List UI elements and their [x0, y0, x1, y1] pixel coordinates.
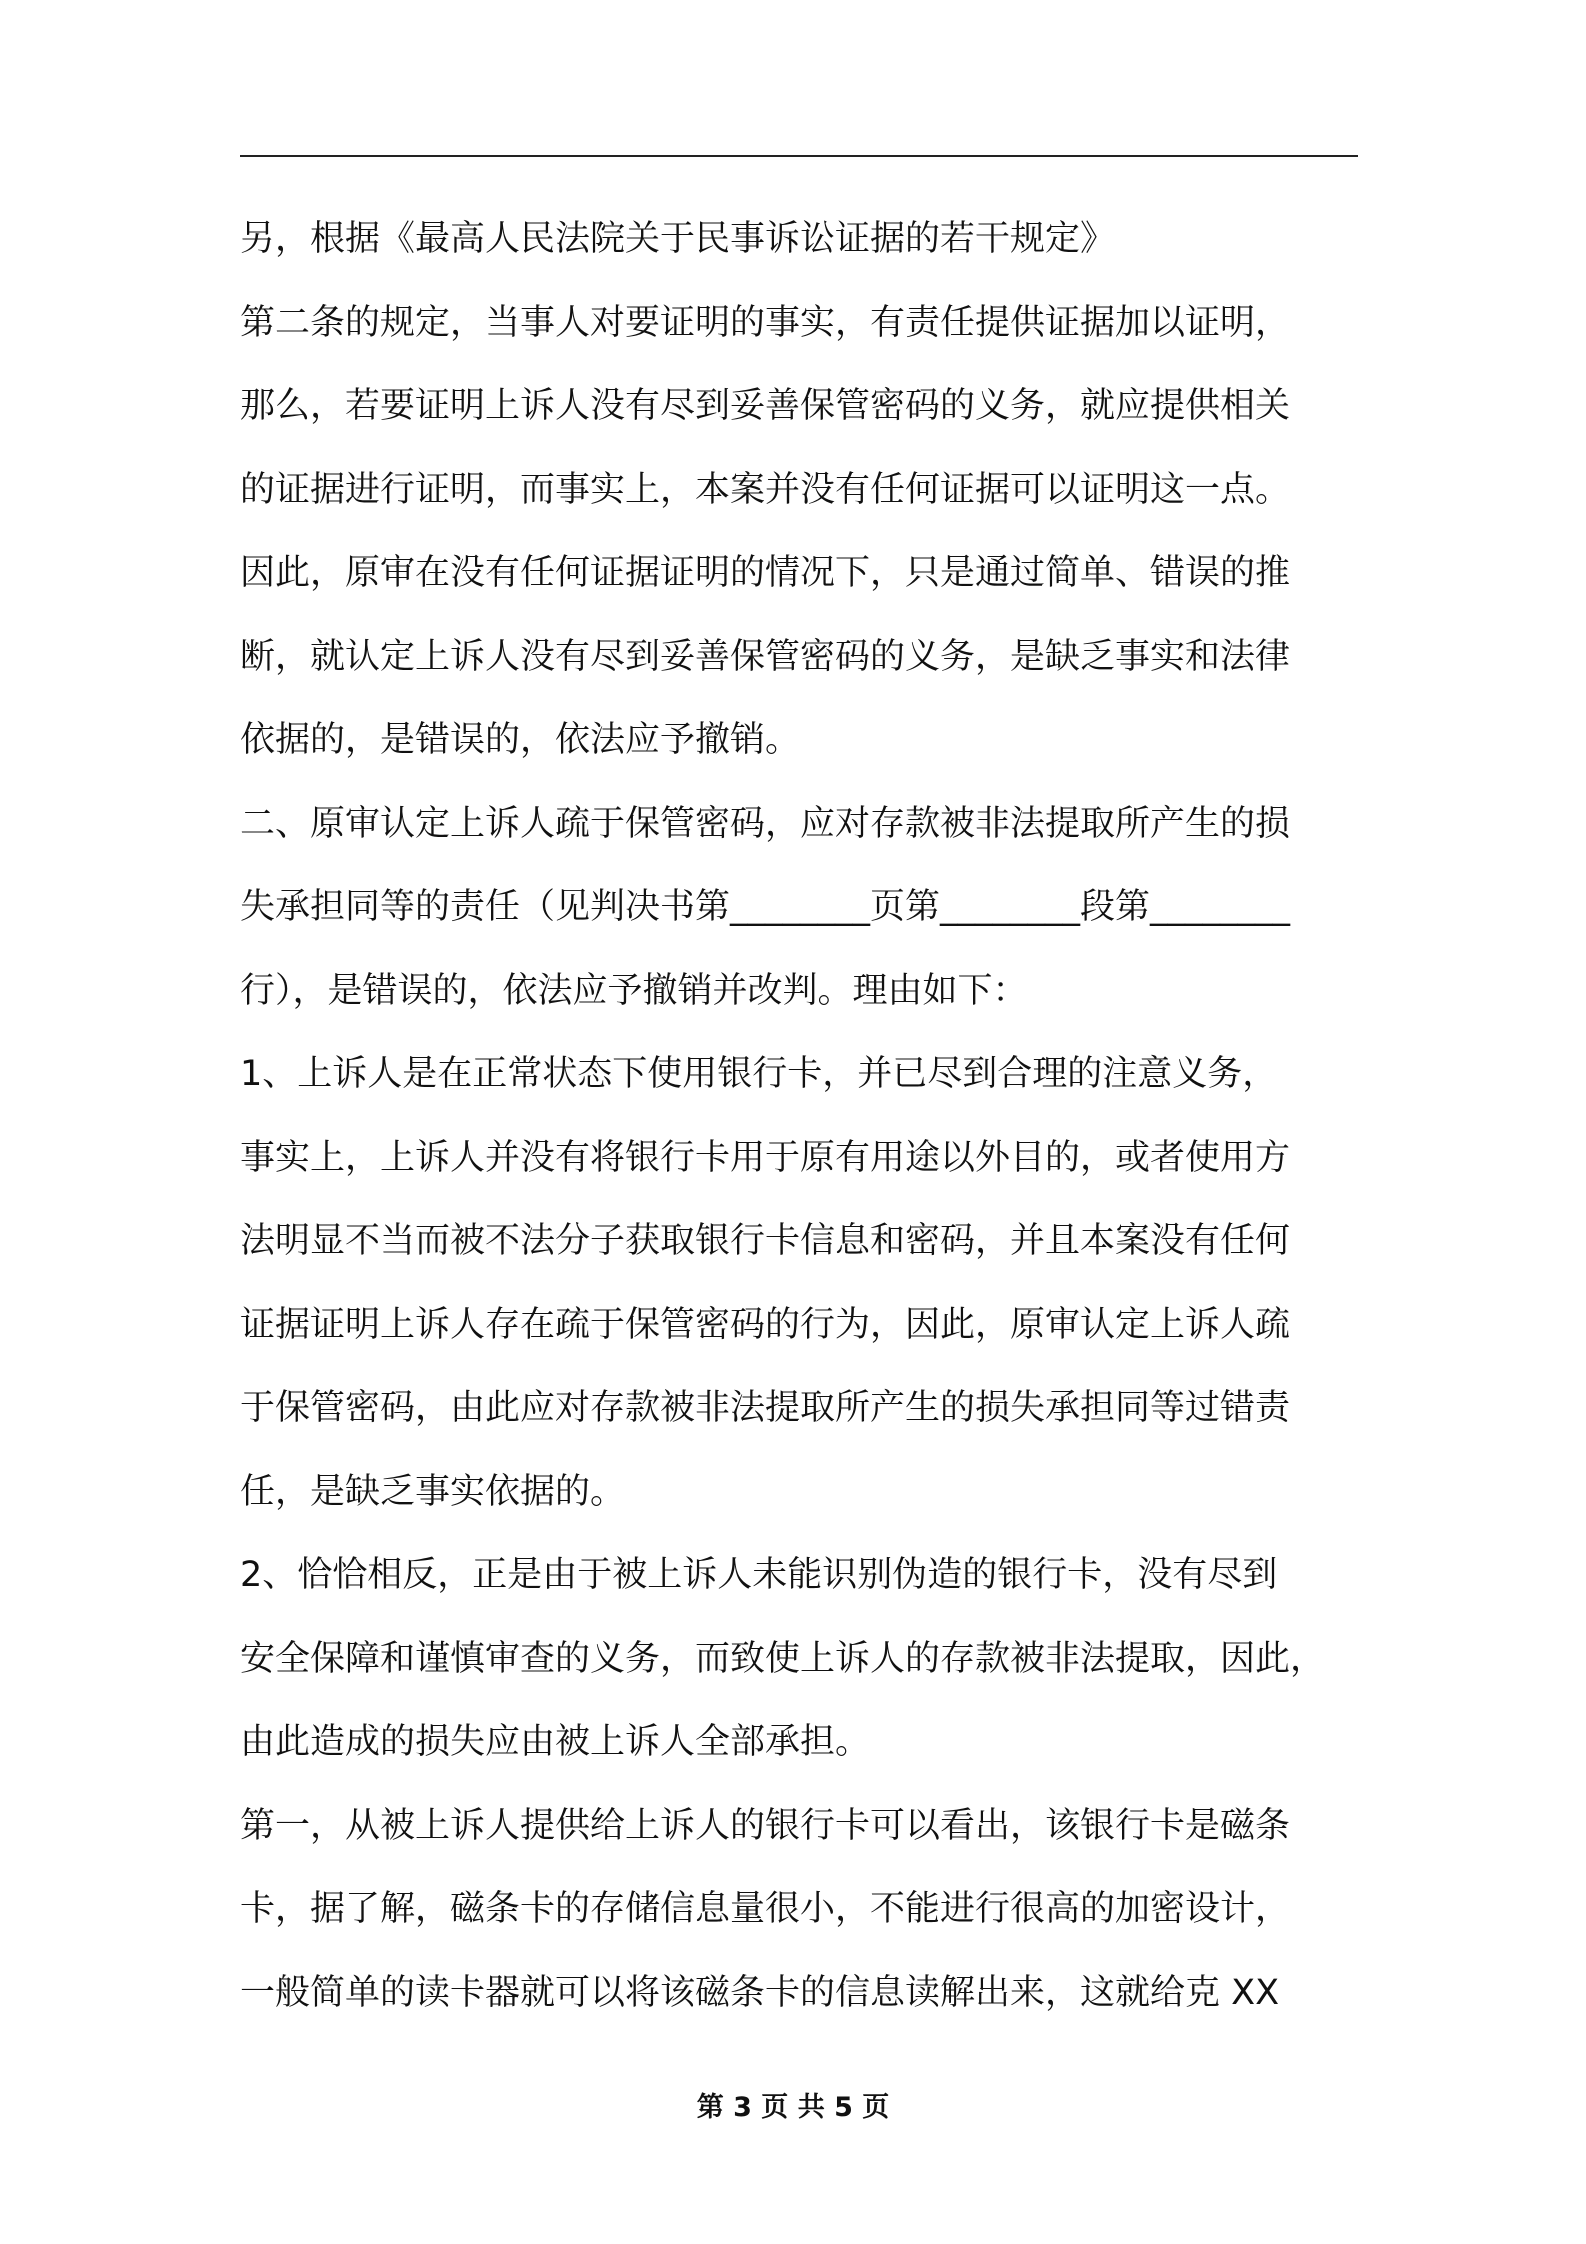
page-footer: 第 3 页 共 5 页 — [696, 2092, 890, 2123]
text-line: 于保管密码，由此应对存款被非法提取所产生的损失承担同等过错责 — [240, 1388, 1291, 1428]
text-line: 第二条的规定，当事人对要证明的事实，有责任提供证据加以证明， — [240, 302, 1291, 343]
text-line: 依据的，是错误的，依法应予撤销。 — [240, 720, 801, 760]
text-line: 由此造成的损失应由被上诉人全部承担。 — [240, 1722, 871, 1762]
text-line: 任，是缺乏事实依据的。 — [240, 1471, 626, 1512]
text-line: 事实上，上诉人并没有将银行卡用于原有用途以外目的，或者使用方 — [240, 1137, 1291, 1178]
document-body — [240, 198, 1358, 2035]
text-line: 因此，原审在没有任何证据证明的情况下，只是通过简单、错误的推 — [240, 553, 1291, 593]
text-line: 行），是错误的，依法应予撤销并改判。理由如下： — [240, 970, 1028, 1011]
text-line: 二、原审认定上诉人疏于保管密码，应对存款被非法提取所产生的损 — [240, 803, 1291, 844]
text-line: 证据证明上诉人存在疏于保管密码的行为，因此，原审认定上诉人疏 — [240, 1304, 1291, 1345]
text-line: 一般简单的读卡器就可以将该磁条卡的信息读解出来，这就给克 XX — [240, 1972, 1280, 2013]
text-line: 另，根据《最高人民法院关于民事诉讼证据的若干规定》 — [240, 219, 1116, 259]
header-divider — [240, 155, 1358, 157]
text-line: 法明显不当而被不法分子获取银行卡信息和密码，并且本案没有任何 — [240, 1221, 1291, 1261]
text-line: 的证据进行证明，而事实上，本案并没有任何证据可以证明这一点。 — [240, 469, 1291, 510]
text-line: 那么，若要证明上诉人没有尽到妥善保管密码的义务，就应提供相关 — [240, 386, 1291, 426]
text-line: 1、上诉人是在正常状态下使用银行卡，并已尽到合理的注意义务， — [240, 1054, 1278, 1094]
text-line: 卡，据了解，磁条卡的存储信息量很小，不能进行很高的加密设计， — [240, 1889, 1291, 1929]
text-line: 安全保障和谨慎审查的义务，而致使上诉人的存款被非法提取，因此， — [240, 1638, 1326, 1679]
text-line: 第一，从被上诉人提供给上诉人的银行卡可以看出，该银行卡是磁条 — [240, 1805, 1291, 1846]
text-line: 2、恰恰相反，正是由于被上诉人未能识别伪造的银行卡，没有尽到 — [240, 1555, 1278, 1595]
text-line: 断，就认定上诉人没有尽到妥善保管密码的义务，是缺乏事实和法律 — [240, 636, 1291, 677]
text-line: 失承担同等的责任（见判决书第________页第________段第________ — [240, 887, 1291, 927]
